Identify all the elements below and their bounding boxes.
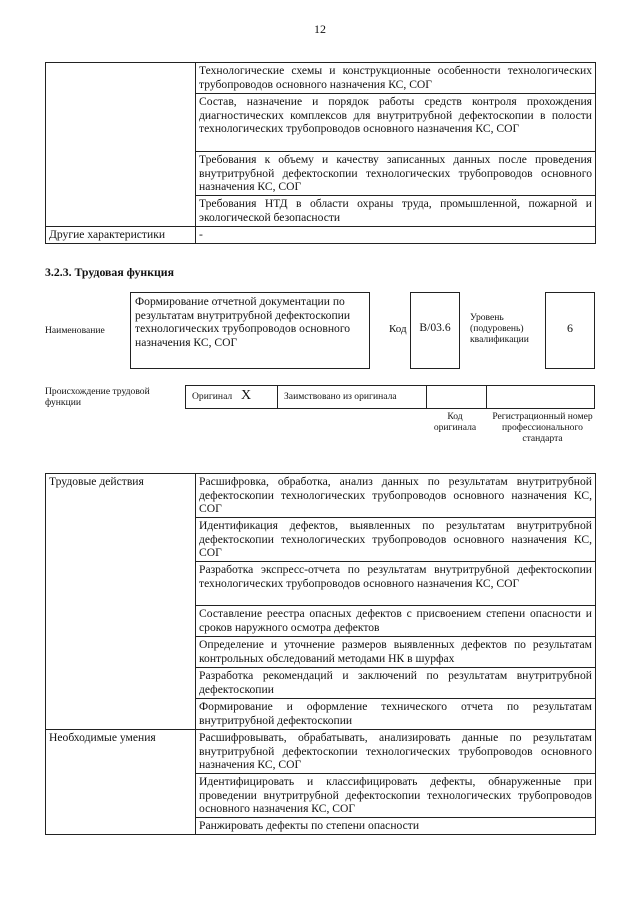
table-cell: Требования к объему и качеству записанных данных после проведения внутритрубной дефектоскопии технологических трубопроводов основного назначения КС, СОГ [196, 152, 596, 196]
divider [486, 386, 487, 408]
function-name-box: Формирование отчетной документации по результатам внутритрубной дефектоскопии технологических трубопроводов основного назначения КС, СОГ [130, 292, 370, 369]
table-cell: Разработка экспресс-отчета по результатам внутритрубной дефектоскопии технологических трубопроводов основного назначения КС, СОГ [196, 562, 596, 606]
table-cell: Идентификация дефектов, выявленных по результатам внутритрубной дефектоскопии технологических трубопроводов основного назначения КС, СОГ [196, 518, 596, 562]
level-label: Уровень (подуровень) квалификации [470, 312, 529, 345]
row-label: Необходимые умения [46, 730, 196, 835]
row-label: Другие характеристики [46, 227, 196, 244]
table-cell: Состав, назначение и порядок работы средств контроля прохождения диагностических комплексов для внутритрубной дефектоскопии в полости технологических трубопроводов основного назначения КС, СОГ [196, 94, 596, 152]
work-actions-table [45, 473, 596, 835]
section-title: 3.2.3. Трудовая функция [45, 265, 174, 279]
original-label: Оригинал [192, 391, 233, 402]
code-label: Код [389, 323, 407, 335]
level-value-box: 6 [545, 292, 595, 369]
code-value-box: В/03.6 [410, 292, 460, 369]
table-cell: Составление реестра опасных дефектов с присвоением степени опасности и сроков наружного осмотра дефектов [196, 606, 596, 637]
page-number: 12 [314, 22, 326, 36]
row-label: Трудовые действия [46, 474, 196, 730]
origin-label: Происхождение трудовой функции [45, 386, 150, 408]
table-cell: Ранжировать дефекты по степени опасности [196, 818, 596, 835]
borrowed-label: Заимствовано из оригинала [284, 391, 397, 402]
table-cell: Определение и уточнение размеров выявленных дефектов по результатам контрольных обследований методами НК в шурфах [196, 637, 596, 668]
table-cell: Разработка рекомендаций и заключений по результатам внутритрубной дефектоскопии [196, 668, 596, 699]
table-cell: Идентифицировать и классифицировать дефекты, обнаруженные при проведении внутритрубной дефектоскопии технологических трубопроводов основного назначения КС, СОГ [196, 774, 596, 818]
code-caption: Код оригинала [433, 411, 477, 433]
original-mark: X [241, 388, 252, 403]
name-label: Наименование [45, 325, 105, 336]
table-cell: Расшифровка, обработка, анализ данных по результатам внутритрубной дефектоскопии технологических трубопроводов основного назначения КС, СОГ [196, 474, 596, 518]
divider [277, 386, 278, 408]
table-cell: Формирование и оформление технического отчета по результатам внутритрубной дефектоскопии [196, 699, 596, 730]
table-cell: Требования НТД в области охраны труда, промышленной, пожарной и экологической безопасности [196, 196, 596, 227]
reg-caption: Регистрационный номер профессионального стандарта [492, 411, 593, 444]
table-cell: Технологические схемы и конструкционные особенности технологических трубопроводов основного назначения КС, СОГ [196, 63, 596, 94]
knowledge-table [45, 62, 596, 244]
table-cell: Расшифровывать, обрабатывать, анализировать данные по результатам внутритрубной дефектоскопии технологических трубопроводов основного назначения КС, СОГ [196, 730, 596, 774]
table-cell: - [196, 227, 596, 244]
row-label [46, 63, 196, 227]
origin-row [185, 385, 595, 409]
divider [426, 386, 427, 408]
